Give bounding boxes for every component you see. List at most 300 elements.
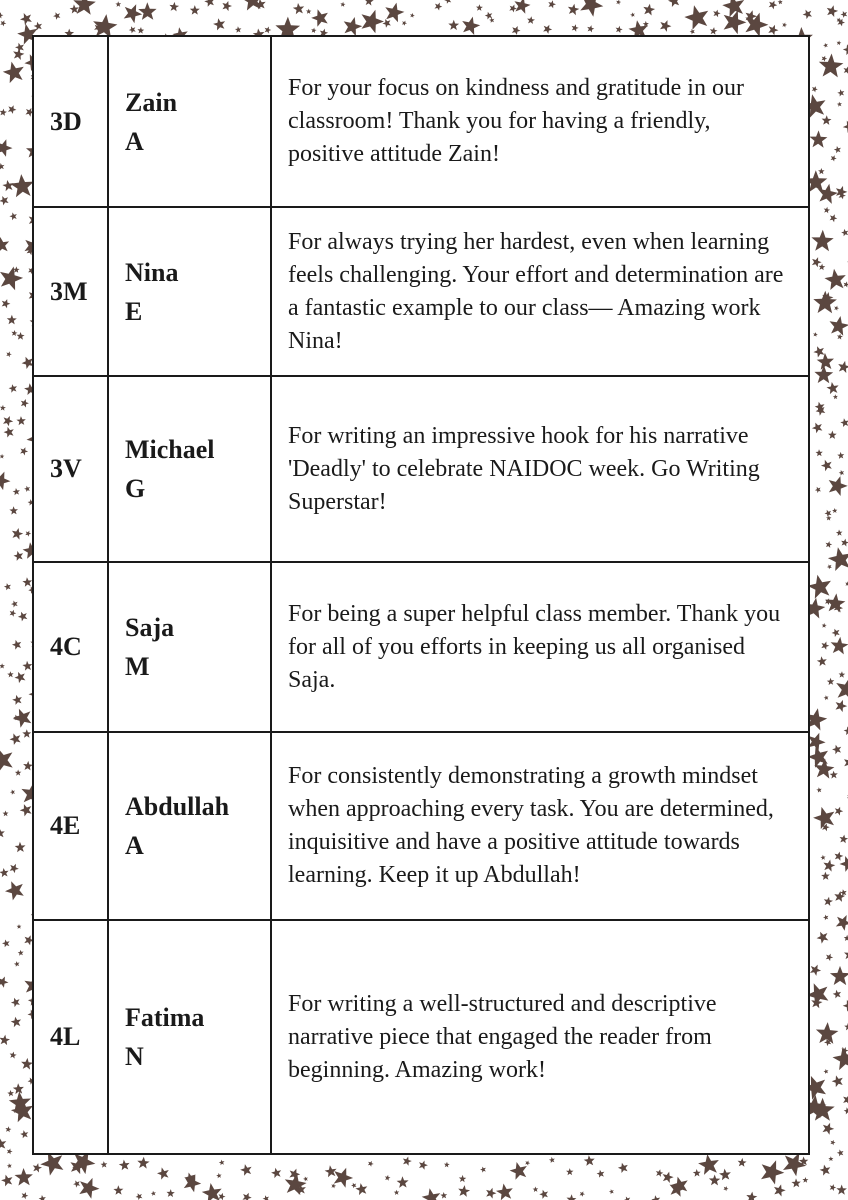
star-icon: [834, 146, 841, 153]
star-icon: [263, 1195, 269, 1200]
star-icon: [810, 965, 821, 976]
star-icon: [820, 855, 825, 860]
star-icon: [157, 1167, 169, 1179]
star-icon: [656, 1169, 664, 1177]
star-icon: [73, 1180, 80, 1187]
star-icon: [397, 1176, 409, 1188]
star-icon: [0, 1035, 10, 1046]
star-icon: [527, 16, 535, 24]
star-icon: [837, 41, 842, 46]
star-icon: [368, 1161, 374, 1167]
star-icon: [830, 966, 848, 985]
star-icon: [8, 105, 17, 114]
star-icon: [830, 1140, 835, 1145]
award-message-cell: For your focus on kindness and gratitude in our classroom! Thank you for having a friendly, positive attitude Zain!: [271, 36, 809, 207]
star-icon: [837, 1149, 844, 1156]
star-icon: [709, 1175, 720, 1186]
star-icon: [809, 130, 827, 147]
star-icon: [719, 1169, 731, 1181]
star-icon: [0, 12, 3, 18]
award-message-cell: For writing an impressive hook for his narrative 'Deadly' to celebrate NAIDOC week. Go Writing Superstar!: [271, 376, 809, 562]
star-icon: [11, 1017, 21, 1027]
star-icon: [306, 9, 312, 14]
star-icon: [836, 677, 848, 701]
star-icon: [5, 1126, 11, 1132]
star-icon: [580, 1191, 585, 1197]
star-icon: [609, 1189, 614, 1194]
star-icon: [394, 1190, 399, 1195]
star-icon: [812, 257, 822, 267]
star-icon: [293, 3, 304, 14]
star-icon: [624, 1197, 631, 1200]
star-icon: [351, 1183, 356, 1189]
star-icon: [668, 0, 680, 7]
star-icon: [39, 1195, 46, 1200]
star-icon: [837, 102, 842, 107]
star-icon: [549, 1157, 555, 1163]
star-icon: [0, 139, 13, 157]
star-icon: [831, 637, 848, 655]
star-icon: [841, 539, 848, 547]
star-icon: [202, 1183, 222, 1200]
star-icon: [382, 19, 391, 28]
student-initial: A: [125, 126, 144, 156]
award-message-cell: For always trying her hardest, even when learning feels challenging. Your effort and determination are a fantastic example to our class— Amazing work Nina!: [271, 207, 809, 376]
star-icon: [663, 1172, 674, 1183]
star-icon: [33, 1163, 42, 1172]
star-icon: [489, 17, 494, 23]
star-icon: [825, 510, 832, 517]
star-icon: [10, 790, 15, 795]
star-icon: [832, 1075, 843, 1087]
star-icon: [826, 515, 831, 520]
star-icon: [693, 1169, 701, 1177]
star-icon: [22, 1192, 29, 1199]
star-icon: [402, 21, 407, 26]
star-icon: [690, 29, 695, 35]
star-icon: [136, 1193, 143, 1200]
star-icon: [843, 1095, 848, 1105]
star-icon: [836, 700, 848, 712]
star-icon: [651, 1195, 660, 1200]
star-icon: [6, 351, 12, 357]
star-icon: [630, 12, 635, 17]
star-icon: [151, 1191, 156, 1196]
star-icon: [5, 881, 24, 900]
star-icon: [385, 3, 404, 23]
star-icon: [20, 447, 28, 455]
star-icon: [827, 678, 835, 685]
star-icon: [768, 25, 778, 36]
star-icon: [827, 564, 832, 569]
star-icon: [216, 1173, 221, 1178]
star-icon: [169, 2, 179, 12]
star-icon: [839, 671, 846, 677]
star-icon: [403, 1157, 412, 1166]
star-icon: [548, 0, 556, 8]
star-icon: [832, 629, 840, 637]
star-icon: [311, 9, 328, 27]
star-icon: [0, 748, 13, 772]
student-name-cell: [108, 920, 271, 1154]
star-icon: [0, 405, 6, 411]
star-icon: [138, 2, 156, 20]
class-code-cell: 4L: [33, 920, 108, 1154]
star-icon: [25, 531, 31, 537]
star-icon: [219, 1193, 226, 1200]
star-icon: [844, 281, 848, 287]
student-first-name: Fatima: [125, 1003, 205, 1032]
star-icon: [10, 174, 34, 197]
star-icon: [844, 757, 848, 768]
star-icon: [334, 1168, 353, 1188]
star-icon: [11, 330, 17, 336]
star-icon: [20, 804, 32, 816]
star-icon: [843, 1000, 848, 1012]
star-icon: [568, 4, 579, 16]
star-icon: [0, 237, 9, 253]
star-icon: [843, 44, 848, 55]
star-icon: [10, 1052, 17, 1059]
star-icon: [0, 977, 9, 988]
star-icon: [9, 384, 17, 393]
star-icon: [824, 897, 833, 906]
star-icon: [10, 864, 19, 873]
star-icon: [0, 868, 9, 877]
star-icon: [824, 695, 829, 700]
star-icon: [7, 315, 17, 325]
star-icon: [331, 1183, 336, 1188]
star-icon: [340, 2, 345, 7]
star-icon: [584, 1155, 595, 1166]
star-icon: [4, 583, 11, 590]
star-icon: [0, 1138, 6, 1150]
star-icon: [811, 230, 833, 252]
award-row-4c: [33, 562, 809, 732]
star-icon: [738, 1158, 747, 1167]
star-icon: [841, 229, 848, 236]
star-icon: [12, 528, 23, 540]
student-first-name: Abdullah: [125, 792, 230, 821]
star-icon: [587, 25, 594, 32]
star-icon: [761, 1160, 784, 1184]
star-icon: [825, 269, 846, 290]
star-icon: [844, 1023, 848, 1031]
star-icon: [0, 196, 9, 205]
student-name-cell: [108, 376, 271, 562]
star-icon: [10, 733, 21, 745]
star-icon: [778, 0, 783, 4]
star-icon: [0, 828, 5, 838]
star-icon: [265, 27, 272, 34]
star-icon: [444, 0, 451, 4]
star-icon: [821, 460, 832, 471]
star-icon: [0, 267, 23, 291]
star-icon: [844, 935, 848, 941]
star-icon: [22, 661, 32, 671]
star-icon: [18, 612, 28, 622]
star-icon: [462, 17, 480, 35]
star-icon: [533, 1187, 539, 1193]
star-icon: [831, 155, 837, 161]
star-icon: [311, 28, 316, 33]
star-icon: [843, 121, 848, 133]
star-icon: [822, 115, 832, 125]
star-icon: [448, 20, 459, 30]
star-icon: [660, 20, 671, 32]
star-icon: [3, 416, 13, 426]
star-icon: [243, 1193, 252, 1200]
star-icon: [40, 1152, 63, 1176]
award-row-4e: [33, 732, 809, 920]
star-icon: [816, 787, 821, 792]
star-icon: [815, 487, 821, 493]
star-icon: [15, 842, 26, 853]
star-icon: [7, 1163, 12, 1168]
star-icon: [1, 1175, 12, 1187]
star-icon: [12, 695, 22, 705]
star-icon: [235, 26, 242, 32]
star-icon: [830, 1184, 837, 1191]
star-icon: [827, 382, 839, 394]
star-icon: [0, 454, 4, 459]
star-icon: [713, 10, 720, 18]
star-icon: [684, 5, 708, 30]
student-first-name: Nina: [125, 257, 179, 287]
award-message-cell: For writing a well-structured and descriptive narrative piece that engaged the reader from beginning. Amazing work!: [271, 920, 809, 1154]
star-icon: [844, 66, 848, 74]
star-icon: [15, 672, 26, 683]
star-icon: [839, 470, 844, 476]
star-icon: [79, 1178, 99, 1199]
student-initial: A: [125, 831, 144, 860]
star-icon: [817, 932, 829, 944]
star-icon: [9, 212, 17, 220]
star-icon: [826, 541, 833, 548]
star-icon: [385, 1175, 391, 1181]
awards-table: [32, 35, 810, 1155]
star-icon: [4, 427, 14, 438]
star-icon: [824, 207, 830, 214]
star-icon: [838, 361, 848, 373]
star-icon: [167, 1189, 175, 1197]
star-icon: [18, 950, 24, 956]
student-initial: N: [125, 1042, 144, 1071]
star-icon: [819, 264, 826, 271]
star-icon: [422, 1188, 441, 1200]
star-icon: [20, 1130, 28, 1138]
student-initial: M: [125, 652, 150, 681]
award-message-cell: For being a super helpful class member. Thank you for all of you efforts in keeping us all organised Saja.: [271, 562, 809, 732]
student-name-cell: [108, 732, 271, 920]
star-icon: [14, 551, 24, 561]
star-icon: [222, 1, 232, 11]
star-icon: [22, 729, 31, 738]
star-icon: [14, 961, 20, 967]
star-icon: [840, 835, 848, 844]
award-message-cell: For consistently demonstrating a growth mindset when approaching every task. You are determined, inquisitive and have a positive attitude towards learning. Keep it up Abdullah!: [271, 732, 809, 920]
star-icon: [823, 43, 828, 48]
star-icon: [802, 1177, 808, 1183]
star-icon: [20, 13, 32, 25]
award-row-4l: [33, 920, 809, 1154]
star-icon: [137, 27, 144, 34]
star-icon: [303, 1177, 308, 1182]
star-icon: [817, 656, 827, 666]
star-icon: [828, 1156, 833, 1161]
star-icon: [0, 109, 7, 116]
star-icon: [830, 214, 838, 222]
star-icon: [722, 0, 744, 17]
star-icon: [824, 1069, 829, 1074]
star-icon: [821, 872, 830, 880]
student-initial: G: [125, 474, 146, 503]
star-icon: [616, 26, 623, 33]
star-icon: [782, 22, 787, 27]
star-icon: [618, 1163, 628, 1173]
awards-sheet: [32, 35, 808, 1153]
star-icon: [643, 4, 655, 16]
star-icon: [834, 306, 839, 311]
star-icon: [16, 416, 25, 425]
star-icon: [119, 1160, 130, 1171]
star-icon: [833, 990, 841, 999]
star-icon: [813, 346, 824, 357]
star-icon: [496, 1184, 513, 1200]
star-icon: [17, 924, 22, 929]
student-name-cell: [108, 36, 271, 207]
star-icon: [803, 10, 812, 20]
student-first-name: Zain: [125, 87, 178, 117]
star-icon: [823, 860, 835, 872]
star-icon: [830, 771, 838, 779]
star-icon: [821, 642, 829, 650]
star-icon: [21, 399, 29, 408]
star-icon: [11, 998, 20, 1007]
star-icon: [813, 291, 837, 314]
star-icon: [3, 62, 24, 84]
star-icon: [616, 0, 621, 5]
star-icon: [835, 807, 844, 816]
star-icon: [832, 745, 841, 754]
star-icon: [11, 601, 18, 608]
star-icon: [124, 4, 143, 23]
star-icon: [820, 1165, 831, 1176]
star-icon: [514, 0, 530, 14]
star-icon: [567, 1194, 577, 1200]
class-code-cell: 3V: [33, 376, 108, 562]
star-icon: [190, 5, 200, 15]
star-icon: [769, 1, 778, 10]
student-initial: E: [125, 296, 143, 326]
star-icon: [115, 1, 121, 7]
star-icon: [410, 13, 415, 18]
star-icon: [812, 86, 818, 92]
star-icon: [723, 1186, 728, 1191]
star-icon: [807, 575, 831, 599]
star-icon: [0, 472, 11, 491]
star-icon: [840, 418, 848, 427]
star-icon: [837, 452, 844, 459]
star-icon: [137, 1157, 149, 1169]
star-icon: [129, 26, 136, 33]
student-name-cell: [108, 207, 271, 376]
star-icon: [3, 811, 9, 817]
star-icon: [827, 5, 838, 17]
star-icon: [823, 915, 828, 921]
student-name-cell: [108, 562, 271, 732]
star-icon: [836, 915, 848, 931]
star-icon: [13, 1083, 24, 1094]
star-icon: [458, 1185, 470, 1197]
star-icon: [841, 11, 848, 18]
star-icon: [13, 488, 20, 495]
star-icon: [486, 1188, 496, 1199]
star-icon: [12, 640, 21, 650]
star-icon: [219, 1160, 225, 1166]
star-icon: [440, 1192, 447, 1199]
star-icon: [435, 3, 443, 11]
star-icon: [844, 949, 848, 960]
star-icon: [724, 10, 747, 34]
star-icon: [835, 852, 844, 861]
student-first-name: Saja: [125, 613, 175, 642]
star-icon: [818, 168, 825, 174]
star-icon: [17, 332, 25, 340]
star-icon: [444, 1162, 450, 1168]
star-icon: [355, 1183, 367, 1195]
star-icon: [698, 1154, 719, 1175]
star-icon: [822, 56, 828, 62]
student-first-name: Michael: [125, 435, 215, 464]
star-icon: [512, 26, 521, 35]
star-icon: [812, 423, 823, 434]
star-icon: [2, 180, 13, 191]
award-row-3d: [33, 36, 809, 207]
star-icon: [783, 1153, 806, 1177]
star-icon: [362, 10, 385, 34]
class-code-cell: 3D: [33, 36, 108, 207]
star-icon: [2, 940, 10, 948]
star-icon: [823, 1123, 835, 1135]
star-icon: [2, 299, 11, 308]
star-icon: [826, 954, 834, 962]
star-icon: [240, 1164, 251, 1176]
star-icon: [832, 508, 837, 513]
star-icon: [746, 1192, 757, 1200]
star-icon: [15, 770, 22, 776]
star-icon: [204, 0, 214, 7]
star-icon: [34, 22, 42, 31]
star-icon: [7, 671, 13, 677]
class-code-cell: 4E: [33, 732, 108, 920]
star-icon: [344, 17, 363, 36]
star-icon: [566, 1168, 574, 1175]
star-icon: [572, 24, 579, 31]
star-icon: [813, 332, 818, 337]
class-code-cell: 3M: [33, 207, 108, 376]
star-icon: [828, 431, 837, 439]
star-icon: [7, 1149, 13, 1155]
star-icon: [53, 12, 60, 20]
star-icon: [525, 1161, 530, 1166]
star-icon: [580, 0, 603, 17]
star-icon: [837, 334, 843, 340]
star-icon: [113, 1185, 123, 1195]
star-icon: [510, 1162, 527, 1180]
star-icon: [833, 394, 838, 399]
star-icon: [0, 663, 5, 668]
